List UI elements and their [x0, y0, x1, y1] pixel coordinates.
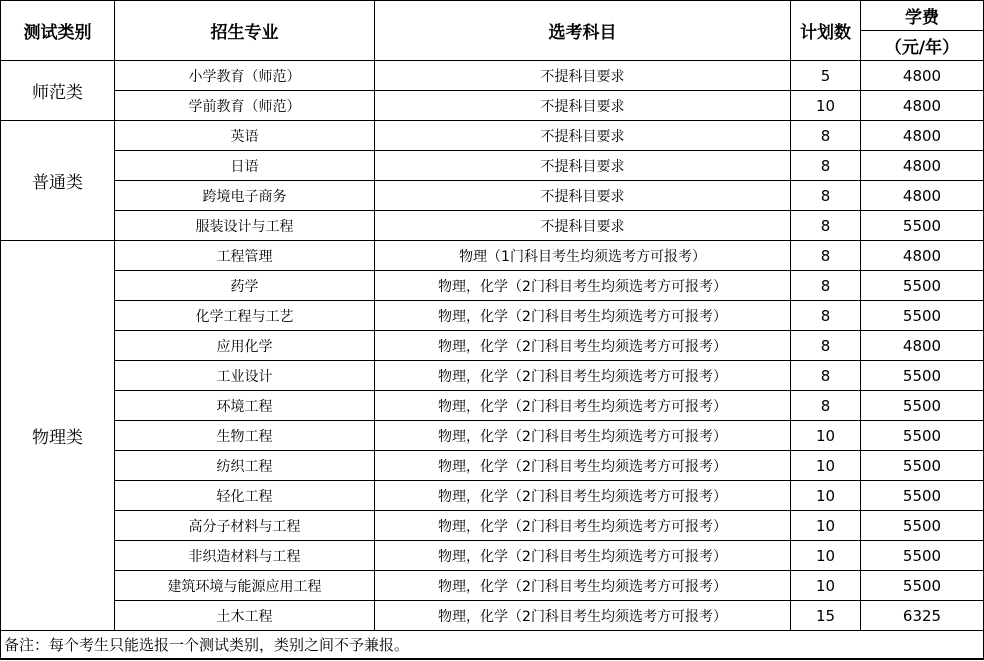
fee-cell: 6325 [861, 601, 984, 631]
table-row [1, 181, 984, 211]
fee-cell: 4800 [861, 121, 984, 151]
table-row [1, 451, 984, 481]
subjects-cell: 物理，化学（2门科目考生均须选考方可报考） [375, 481, 791, 511]
header-fee: 学费 [861, 1, 984, 31]
plan-cell: 8 [791, 151, 861, 181]
major-cell: 跨境电子商务 [115, 181, 375, 211]
fee-cell: 4800 [861, 181, 984, 211]
table-row [1, 361, 984, 391]
fee-cell: 5500 [861, 511, 984, 541]
header-row [1, 1, 984, 31]
major-cell: 学前教育（师范） [115, 91, 375, 121]
major-cell: 土木工程 [115, 601, 375, 631]
table-row [1, 571, 984, 601]
major-cell: 环境工程 [115, 391, 375, 421]
table-row [1, 211, 984, 241]
note-text: 备注：每个考生只能选报一个测试类别，类别之间不予兼报。 [1, 631, 984, 660]
table-row [1, 301, 984, 331]
plan-cell: 8 [791, 271, 861, 301]
fee-cell: 5500 [861, 211, 984, 241]
fee-cell: 5500 [861, 541, 984, 571]
major-cell: 化学工程与工艺 [115, 301, 375, 331]
table-row [1, 61, 984, 91]
major-cell: 英语 [115, 121, 375, 151]
table-row [1, 121, 984, 151]
category-cell: 物理类 [1, 241, 115, 631]
plan-cell: 10 [791, 571, 861, 601]
header-fee-unit: （元/年） [861, 31, 984, 61]
subjects-cell: 物理，化学（2门科目考生均须选考方可报考） [375, 571, 791, 601]
subjects-cell: 不提科目要求 [375, 181, 791, 211]
table-body [1, 61, 984, 631]
fee-cell: 4800 [861, 241, 984, 271]
major-cell: 小学教育（师范） [115, 61, 375, 91]
table-row [1, 421, 984, 451]
subjects-cell: 物理，化学（2门科目考生均须选考方可报考） [375, 541, 791, 571]
fee-cell: 5500 [861, 451, 984, 481]
major-cell: 生物工程 [115, 421, 375, 451]
category-cell: 师范类 [1, 61, 115, 121]
header-major: 招生专业 [115, 1, 375, 61]
table-row [1, 151, 984, 181]
table-row [1, 241, 984, 271]
table-row [1, 601, 984, 631]
plan-cell: 8 [791, 391, 861, 421]
fee-cell: 4800 [861, 61, 984, 91]
subjects-cell: 不提科目要求 [375, 121, 791, 151]
fee-cell: 5500 [861, 421, 984, 451]
fee-cell: 5500 [861, 361, 984, 391]
fee-cell: 5500 [861, 481, 984, 511]
major-cell: 纺织工程 [115, 451, 375, 481]
major-cell: 应用化学 [115, 331, 375, 361]
fee-cell: 5500 [861, 391, 984, 421]
major-cell: 高分子材料与工程 [115, 511, 375, 541]
major-cell: 非织造材料与工程 [115, 541, 375, 571]
subjects-cell: 不提科目要求 [375, 61, 791, 91]
header-plan: 计划数 [791, 1, 861, 61]
subjects-cell: 物理（1门科目考生均须选考方可报考） [375, 241, 791, 271]
plan-cell: 8 [791, 211, 861, 241]
table-row [1, 481, 984, 511]
table-row [1, 91, 984, 121]
category-cell: 普通类 [1, 121, 115, 241]
plan-cell: 8 [791, 241, 861, 271]
plan-cell: 15 [791, 601, 861, 631]
plan-cell: 8 [791, 181, 861, 211]
table-row [1, 541, 984, 571]
major-cell: 轻化工程 [115, 481, 375, 511]
table-row [1, 271, 984, 301]
plan-cell: 10 [791, 481, 861, 511]
major-cell: 工程管理 [115, 241, 375, 271]
fee-cell: 4800 [861, 91, 984, 121]
table-row [1, 391, 984, 421]
plan-cell: 8 [791, 301, 861, 331]
plan-cell: 10 [791, 451, 861, 481]
fee-cell: 5500 [861, 271, 984, 301]
table-row [1, 331, 984, 361]
plan-cell: 10 [791, 541, 861, 571]
major-cell: 工业设计 [115, 361, 375, 391]
subjects-cell: 不提科目要求 [375, 211, 791, 241]
header-subjects: 选考科目 [375, 1, 791, 61]
major-cell: 日语 [115, 151, 375, 181]
subjects-cell: 物理，化学（2门科目考生均须选考方可报考） [375, 601, 791, 631]
major-cell: 服装设计与工程 [115, 211, 375, 241]
header-category: 测试类别 [1, 1, 115, 61]
subjects-cell: 物理，化学（2门科目考生均须选考方可报考） [375, 391, 791, 421]
subjects-cell: 物理，化学（2门科目考生均须选考方可报考） [375, 421, 791, 451]
subjects-cell: 不提科目要求 [375, 91, 791, 121]
plan-cell: 10 [791, 421, 861, 451]
plan-cell: 8 [791, 121, 861, 151]
subjects-cell: 物理，化学（2门科目考生均须选考方可报考） [375, 511, 791, 541]
major-cell: 建筑环境与能源应用工程 [115, 571, 375, 601]
major-cell: 药学 [115, 271, 375, 301]
subjects-cell: 不提科目要求 [375, 151, 791, 181]
subjects-cell: 物理，化学（2门科目考生均须选考方可报考） [375, 271, 791, 301]
note-row [1, 631, 984, 660]
plan-cell: 8 [791, 331, 861, 361]
fee-cell: 5500 [861, 571, 984, 601]
fee-cell: 5500 [861, 301, 984, 331]
plan-cell: 5 [791, 61, 861, 91]
table-row [1, 511, 984, 541]
plan-cell: 10 [791, 91, 861, 121]
plan-cell: 8 [791, 361, 861, 391]
subjects-cell: 物理，化学（2门科目考生均须选考方可报考） [375, 361, 791, 391]
fee-cell: 4800 [861, 331, 984, 361]
subjects-cell: 物理，化学（2门科目考生均须选考方可报考） [375, 331, 791, 361]
subjects-cell: 物理，化学（2门科目考生均须选考方可报考） [375, 301, 791, 331]
fee-cell: 4800 [861, 151, 984, 181]
subjects-cell: 物理，化学（2门科目考生均须选考方可报考） [375, 451, 791, 481]
plan-cell: 10 [791, 511, 861, 541]
